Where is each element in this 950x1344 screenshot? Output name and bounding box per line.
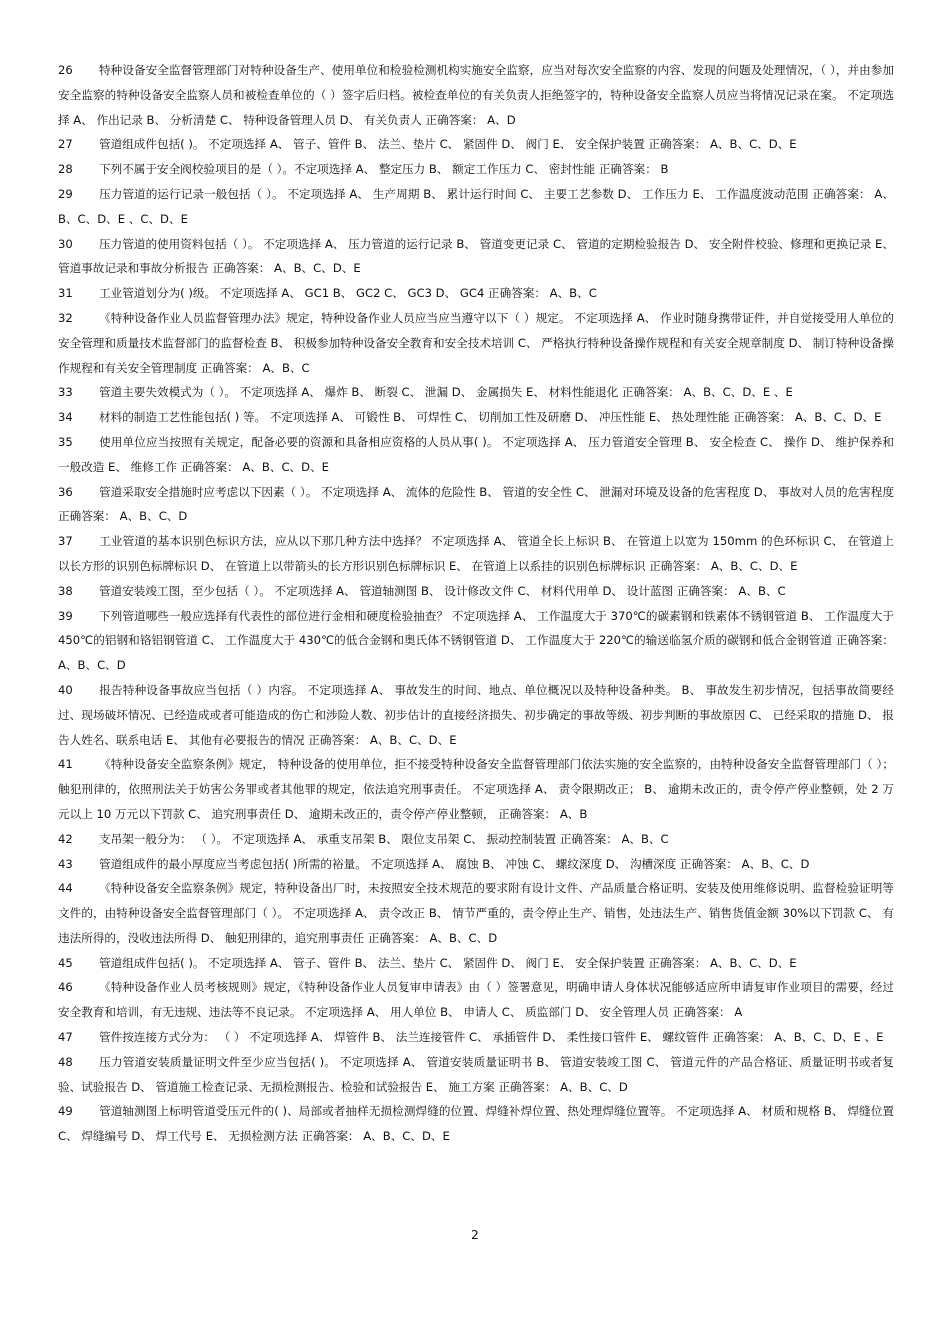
- question-text: 工业管道划分为( )级。 不定项选择 A、 GC1 B、 GC2 C、 GC3 D、 GC4 正确答案： A、B、C: [99, 286, 597, 301]
- question-number: 45: [58, 955, 73, 970]
- question-number: 42: [58, 831, 73, 846]
- question-item: [58, 182, 894, 232]
- question-number: 44: [58, 881, 73, 896]
- question-number: 46: [58, 980, 73, 995]
- question-number: 29: [58, 186, 73, 201]
- question-text: 压力管道安装质量证明文件至少应当包括( )。 不定项选择 A、 管道安装质量证明书 B、 管道安装竣工图 C、 管道元件的产品合格证、质量证明书或者复验、试验报告 D、 管道施工检查记录、无损检测报告、检验和试验报告 E、 施工方案 正确答案： A、B、C、D: [58, 1054, 894, 1094]
- question-text: 特种设备安全监督管理部门对特种设备生产、使用单位和检验检测机构实施安全监察，应当对每次安全监察的内容、发现的问题及处理情况，（ ），并由参加安全监察的特种设备安全监察人员和被检查单位的（ ）签字后归档。被检查单位的有关负责人拒绝签字的，特种设备安全监察人员应当将情况记录在案。 不定项选择 A、 作出记录 B、 分析清楚 C、 特种设备管理人员 D、 有关负责人 正确答案： A、D: [58, 63, 894, 127]
- question-number: 40: [58, 682, 73, 697]
- question-number: 43: [58, 856, 73, 871]
- question-item: [58, 380, 894, 405]
- question-number: 36: [58, 484, 73, 499]
- question-text: 材料的制造工艺性能包括( ) 等。 不定项选择 A、 可锻性 B、 可焊性 C、 切削加工性及研磨 D、 冲压性能 E、 热处理性能 正确答案： A、B、C、D、E: [99, 410, 882, 425]
- question-text: 管道主要失效模式为（ ）。 不定项选择 A、 爆炸 B、 断裂 C、 泄漏 D、 金属损失 E、 材料性能退化 正确答案： A、B、C、D、E 、E: [99, 385, 793, 400]
- question-number: 26: [58, 63, 73, 77]
- question-text: 《特种设备安全监察条例》规定， 特种设备的使用单位，拒不接受特种设备安全监督管理部门依法实施的安全监察的，由特种设备安全监督管理部门（ ）；触犯刑律的，依照刑法关于妨害公务罪或者其他罪的规定，依法追究刑事责任。 不定项选择 A、 责令限期改正； B、 逾期未改正的，责令停产停业整顿，处 2 万元以上 10 万元以下罚款 C、 追究刑事责任 D、 逾期未改正的，责令停产停业整顿， 正确答案： A、B: [58, 757, 894, 821]
- question-text: 管道安装竣工图，至少包括（ ）。 不定项选择 A、 管道轴测图 B、 设计修改文件 C、 材料代用单 D、 设计蓝图 正确答案： A、B、C: [99, 583, 786, 598]
- question-item: [58, 827, 894, 852]
- question-item: [58, 480, 894, 530]
- question-item: [58, 132, 894, 157]
- question-text: 支吊架一般分为： （ ）。 不定项选择 A、 承重支吊架 B、 限位支吊架 C、 振动控制装置 正确答案： A、B、C: [99, 831, 669, 846]
- question-item: [58, 157, 894, 182]
- question-number: 48: [58, 1054, 73, 1069]
- question-number: 35: [58, 434, 73, 449]
- question-number: 38: [58, 583, 73, 598]
- question-number: 39: [58, 608, 73, 623]
- question-number: 33: [58, 385, 73, 400]
- question-text: 使用单位应当按照有关规定，配备必要的资源和具备相应资格的人员从事( )。 不定项选择 A、 压力管道安全管理 B、 安全检查 C、 操作 D、 维护保养和一般改造 E、 维修工作 正确答案： A、B、C、D、E: [58, 434, 894, 474]
- question-item: [58, 306, 894, 380]
- question-number: 32: [58, 310, 73, 325]
- question-item: [58, 281, 894, 306]
- question-text: 《特种设备作业人员监督管理办法》规定，特种设备作业人员应当应当遵守以下（ ）规定。 不定项选择 A、 作业时随身携带证件，并自觉接受用人单位的安全管理和质量技术监督部门的监督检查 B、 积极参加特种设备安全教育和安全技术培训 C、 严格执行特种设备操作规程和有关安全规章制度 D、 制订特种设备操作规程和有关安全管理制度 正确答案： A、B、C: [58, 310, 894, 375]
- question-text: 管道组成件包括( )。 不定项选择 A、 管子、管件 B、 法兰、垫片 C、 紧固件 D、 阀门 E、 安全保护装置 正确答案： A、B、C、D、E: [99, 955, 797, 970]
- page-number: 2: [471, 1228, 479, 1242]
- question-item: [58, 232, 894, 282]
- question-item: [58, 876, 894, 950]
- question-number: 47: [58, 1030, 73, 1045]
- question-item: [58, 579, 894, 604]
- question-text: 管道采取安全措施时应考虑以下因素（ ）。 不定项选择 A、 流体的危险性 B、 管道的安全性 C、 泄漏对环境及设备的危害程度 D、 事故对人员的危害程度 正确答案： A、B、C、D: [58, 484, 894, 524]
- question-number: 31: [58, 286, 73, 301]
- question-item: [58, 1099, 894, 1149]
- question-text: 压力管道的使用资料包括（ ）。 不定项选择 A、 压力管道的运行记录 B、 管道变更记录 C、 管道的定期检验报告 D、 安全附件校验、修理和更换记录 E、 管道事故记录和事故分析报告 正确答案： A、B、C、D、E: [58, 236, 894, 276]
- question-item: [58, 1050, 894, 1100]
- question-number: 28: [58, 162, 73, 177]
- question-item: [58, 405, 894, 430]
- question-number: 34: [58, 410, 73, 425]
- question-text: 《特种设备安全监察条例》规定，特种设备出厂时，未按照安全技术规范的要求附有设计文件、产品质量合格证明、安装及使用维修说明、监督检验证明等文件的，由特种设备安全监督管理部门（ ）。 不定项选择 A、 责令改正 B、 情节严重的，责令停止生产、销售，处违法生产、销售货值金额 30%以下罚款 C、 有违法所得的，没收违法所得 D、 触犯刑律的，追究刑事责任 正确答案： A、B、C、D: [58, 881, 894, 945]
- question-text: 管道组成件的最小厚度应当考虑包括( )所需的裕量。 不定项选择 A、 腐蚀 B、 冲蚀 C、 螺纹深度 D、 沟槽深度 正确答案： A、B、C、D: [99, 856, 810, 871]
- question-number: 30: [58, 236, 73, 251]
- question-item: [58, 604, 894, 678]
- question-list: [58, 58, 894, 1149]
- question-item: [58, 58, 894, 132]
- question-text: 管道组成件包括( )。 不定项选择 A、 管子、管件 B、 法兰、垫片 C、 紧固件 D、 阀门 E、 安全保护装置 正确答案： A、B、C、D、E: [99, 137, 797, 152]
- question-number: 37: [58, 534, 73, 549]
- question-item: [58, 752, 894, 826]
- question-item: [58, 975, 894, 1025]
- question-item: [58, 678, 894, 752]
- question-item: [58, 1025, 894, 1050]
- question-item: [58, 529, 894, 579]
- question-text: 下列不属于安全阀校验项目的是（ ）。不定项选择 A、 整定压力 B、 额定工作压力 C、 密封性能 正确答案： B: [99, 162, 669, 177]
- question-text: 报告特种设备事故应当包括（ ）内容。 不定项选择 A、 事故发生的时间、地点、单位概况以及特种设备种类。 B、 事故发生初步情况，包括事故简要经过、现场破坏情况、已经造成或者可能造成的伤亡和涉险人数、初步估计的直接经济损失、初步确定的事故等级、初步判断的事故原因 C、 已经采取的措施 D、 报告人姓名、联系电话 E、 其他有必要报告的情况 正确答案： A、B、C、D、E: [58, 682, 894, 747]
- question-item: [58, 852, 894, 877]
- question-text: 压力管道的运行记录一般包括（ ）。 不定项选择 A、 生产周期 B、 累计运行时间 C、 主要工艺参数 D、 工作压力 E、 工作温度波动范围 正确答案： A、B、C、D、E 、C、D、E: [58, 186, 894, 226]
- question-item: [58, 430, 894, 480]
- question-number: 49: [58, 1104, 73, 1119]
- question-item: [58, 951, 894, 976]
- question-text: 管道轴测图上标明管道受压元件的( )、局部或者抽样无损检测焊缝的位置、焊缝补焊位置、热处理焊缝位置等。 不定项选择 A、 材质和规格 B、 焊缝位置 C、 焊缝编号 D、 焊工代号 E、 无损检测方法 正确答案： A、B、C、D、E: [58, 1104, 894, 1144]
- question-text: 《特种设备作业人员考核规则》规定，《特种设备作业人员复审申请表》由（ ）签署意见，明确申请人身体状况能够适应所申请复审作业项目的需要，经过安全教育和培训，有无违规、违法等不良记录。 不定项选择 A、 用人单位 B、 申请人 C、 质监部门 D、 安全管理人员 正确答案： A: [58, 980, 894, 1020]
- question-text: 下列管道哪些一般应选择有代表性的部位进行金相和硬度检验抽查？ 不定项选择 A、 工作温度大于 370℃的碳素钢和铁素体不锈钢管道 B、 工作温度大于 450℃的铝钢和铬铝钢管道 C、 工作温度大于 430℃的低合金钢和奥氏体不锈钢管道 D、 工作温度大于 220℃的输送临氢介质的碳钢和低合金钢管道 正确答案： A、B、C、D: [58, 608, 894, 673]
- question-number: 27: [58, 137, 73, 152]
- question-text: 工业管道的基本识别色标识方法，应从以下那几种方法中选择？ 不定项选择 A、 管道全长上标识 B、 在管道上以宽为 150mm 的色环标识 C、 在管道上以长方形的识别色标牌标识 D、 在管道上以带箭头的长方形识别色标牌标识 E、 在管道上以系挂的识别色标牌标识 正确答案： A、B、C、D、E: [58, 534, 894, 573]
- question-text: 管件按连接方式分为： （ ） 不定项选择 A、 焊管件 B、 法兰连接管件 C、 承插管件 D、 柔性接口管件 E、 螺纹管件 正确答案： A、B、C、D、E 、E: [99, 1030, 884, 1045]
- question-number: 41: [58, 757, 73, 772]
